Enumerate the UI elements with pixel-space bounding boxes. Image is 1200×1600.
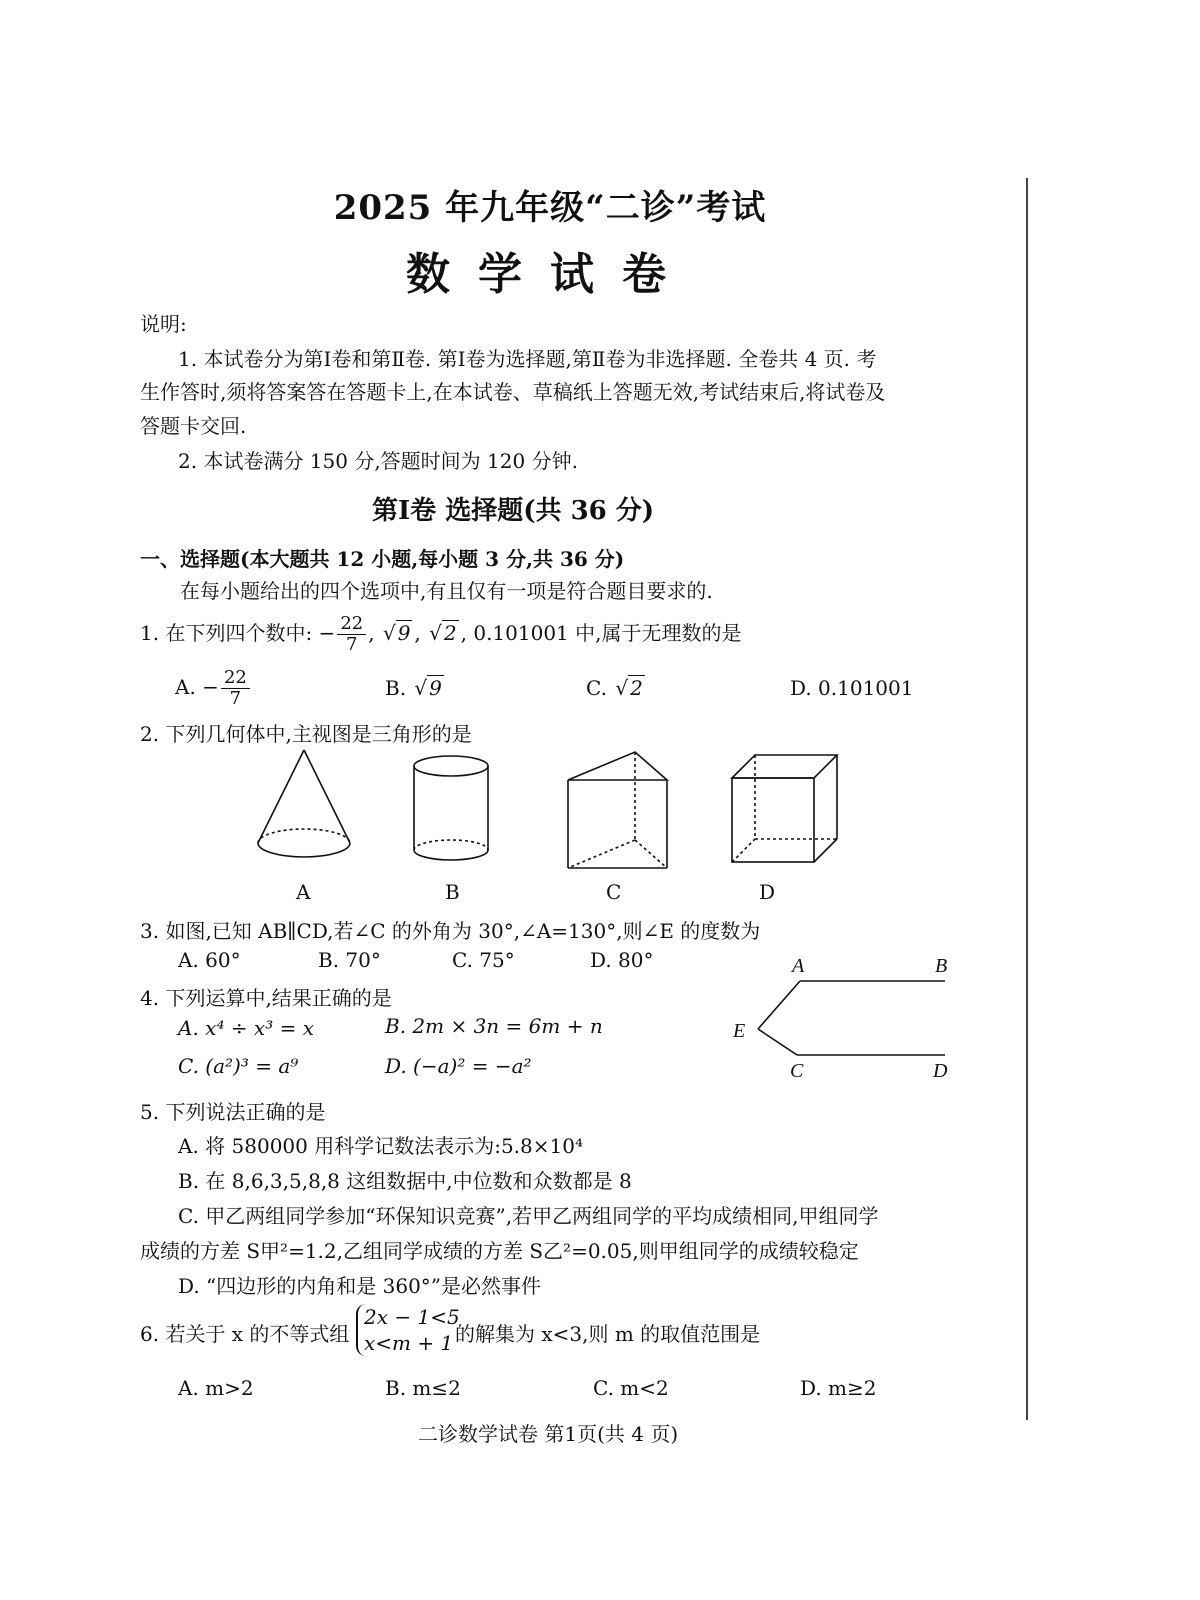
q2-solids-figure	[240, 748, 880, 908]
note-2: 2. 本试卷满分 150 分,答题时间为 120 分钟.	[178, 449, 578, 473]
q6-option-b: B. m≤2	[385, 1376, 461, 1400]
q3-option-d: D. 80°	[590, 948, 654, 972]
q6-option-d: D. m≥2	[800, 1376, 877, 1400]
note-1-line-2: 生作答时,须将答案答在答题卡上,在本试卷、草稿纸上答题无效,考试结束后,将试卷及	[140, 380, 886, 404]
q4-option-b: B. 2m × 3n = 6m + n	[385, 1014, 603, 1038]
question-2-stem: 2. 下列几何体中,主视图是三角形的是	[140, 722, 472, 746]
q5-option-c-line-1: C. 甲乙两组同学参加“环保知识竞赛”,若甲乙两组同学的平均成绩相同,甲组同学	[178, 1204, 879, 1228]
question-4-stem: 4. 下列运算中,结果正确的是	[140, 986, 392, 1010]
section-title: 第Ⅰ卷 选择题(共 36 分)	[372, 496, 655, 526]
q5-option-c-line-2: 成绩的方差 S甲²=1.2,乙组同学成绩的方差 S乙²=0.05,则甲组同学的成绩较稳定	[140, 1239, 859, 1263]
cone-solid	[258, 750, 350, 857]
question-1-stem: 1. 在下列四个数中: − $\frac{22}{7}$ , √ 9 , √ 2 , 0.101001 中,属于无理数的是	[140, 613, 742, 655]
note-1-line-3: 答题卡交回.	[140, 414, 247, 438]
prism-solid	[568, 752, 667, 868]
q4-option-d: D. (−a)² = −a²	[385, 1054, 532, 1078]
q2-label-b: B	[445, 880, 460, 904]
q4-option-a: A. x⁴ ÷ x³ = x	[178, 1016, 314, 1040]
paper-title: 数学试卷	[406, 249, 694, 300]
note-1-line-1: 1. 本试卷分为第Ⅰ卷和第Ⅱ卷. 第Ⅰ卷为选择题,第Ⅱ卷为非选择题. 全卷共 4 页. 考	[178, 347, 877, 371]
q1-option-a: A. − $\frac{22}{7}$	[175, 668, 252, 709]
q1-option-b: B. √ 9	[385, 676, 442, 700]
q3-option-b: B. 70°	[318, 948, 381, 972]
point-c: C	[790, 1060, 804, 1082]
q3-option-c: C. 75°	[452, 948, 515, 972]
q6-option-a: A. m>2	[178, 1376, 254, 1400]
cube-solid	[732, 755, 837, 862]
page-footer: 二诊数学试卷 第1页(共 4 页)	[418, 1422, 679, 1446]
q1-minus: −	[318, 621, 336, 645]
point-e: E	[733, 1020, 746, 1042]
q6-inequality-1: 2x − 1<5	[364, 1305, 460, 1329]
q2-label-a: A	[296, 880, 311, 904]
q6-option-c: C. m<2	[593, 1376, 669, 1400]
question-5-stem: 5. 下列说法正确的是	[140, 1100, 326, 1124]
q5-option-b: B. 在 8,6,3,5,8,8 这组数据中,中位数和众数都是 8	[178, 1169, 632, 1193]
question-6-tail: 的解集为 x<3,则 m 的取值范围是	[455, 1322, 761, 1346]
question-3-stem: 3. 如图,已知 AB∥CD,若∠C 的外角为 30°,∠A=130°,则∠E 的度数为	[140, 919, 761, 943]
q6-inequality-2: x<m + 1	[364, 1331, 454, 1355]
notes-heading: 说明:	[140, 312, 187, 336]
q5-option-d: D. “四边形的内角和是 360°”是必然事件	[178, 1274, 542, 1298]
part-description: 在每小题给出的四个选项中,有且仅有一项是符合题目要求的.	[180, 579, 713, 603]
q5-option-a: A. 将 580000 用科学记数法表示为:5.8×10⁴	[178, 1134, 583, 1158]
q1-option-d: D. 0.101001	[790, 676, 914, 700]
q1-lead: 1. 在下列四个数中:	[140, 621, 313, 645]
q2-label-c: C	[606, 880, 622, 904]
point-a: A	[792, 955, 805, 977]
q1-sqrt-9: √ 9	[382, 621, 411, 645]
q2-label-d: D	[759, 880, 776, 904]
point-d: D	[933, 1060, 948, 1082]
q4-option-c: C. (a²)³ = a⁹	[178, 1054, 299, 1078]
q1-tail: , 0.101001 中,属于无理数的是	[460, 621, 742, 645]
q1-fraction: $\frac{22}{7}$	[337, 614, 366, 655]
q6-inequality-system	[356, 1304, 460, 1356]
exam-title: 2025 年九年级“二诊”考试	[333, 188, 767, 228]
q3-option-a: A. 60°	[178, 948, 241, 972]
part-heading: 一、选择题(本大题共 12 小题,每小题 3 分,共 36 分)	[140, 547, 625, 571]
question-6-lead: 6. 若关于 x 的不等式组	[140, 1322, 350, 1346]
cylinder-solid	[414, 756, 488, 860]
q1-sqrt-2: √ 2	[429, 621, 457, 645]
q1-option-c: C. √ 2	[586, 676, 643, 700]
q3-angle-figure	[725, 950, 965, 1085]
page-edge-rule	[1026, 178, 1028, 1420]
point-b: B	[935, 955, 948, 977]
